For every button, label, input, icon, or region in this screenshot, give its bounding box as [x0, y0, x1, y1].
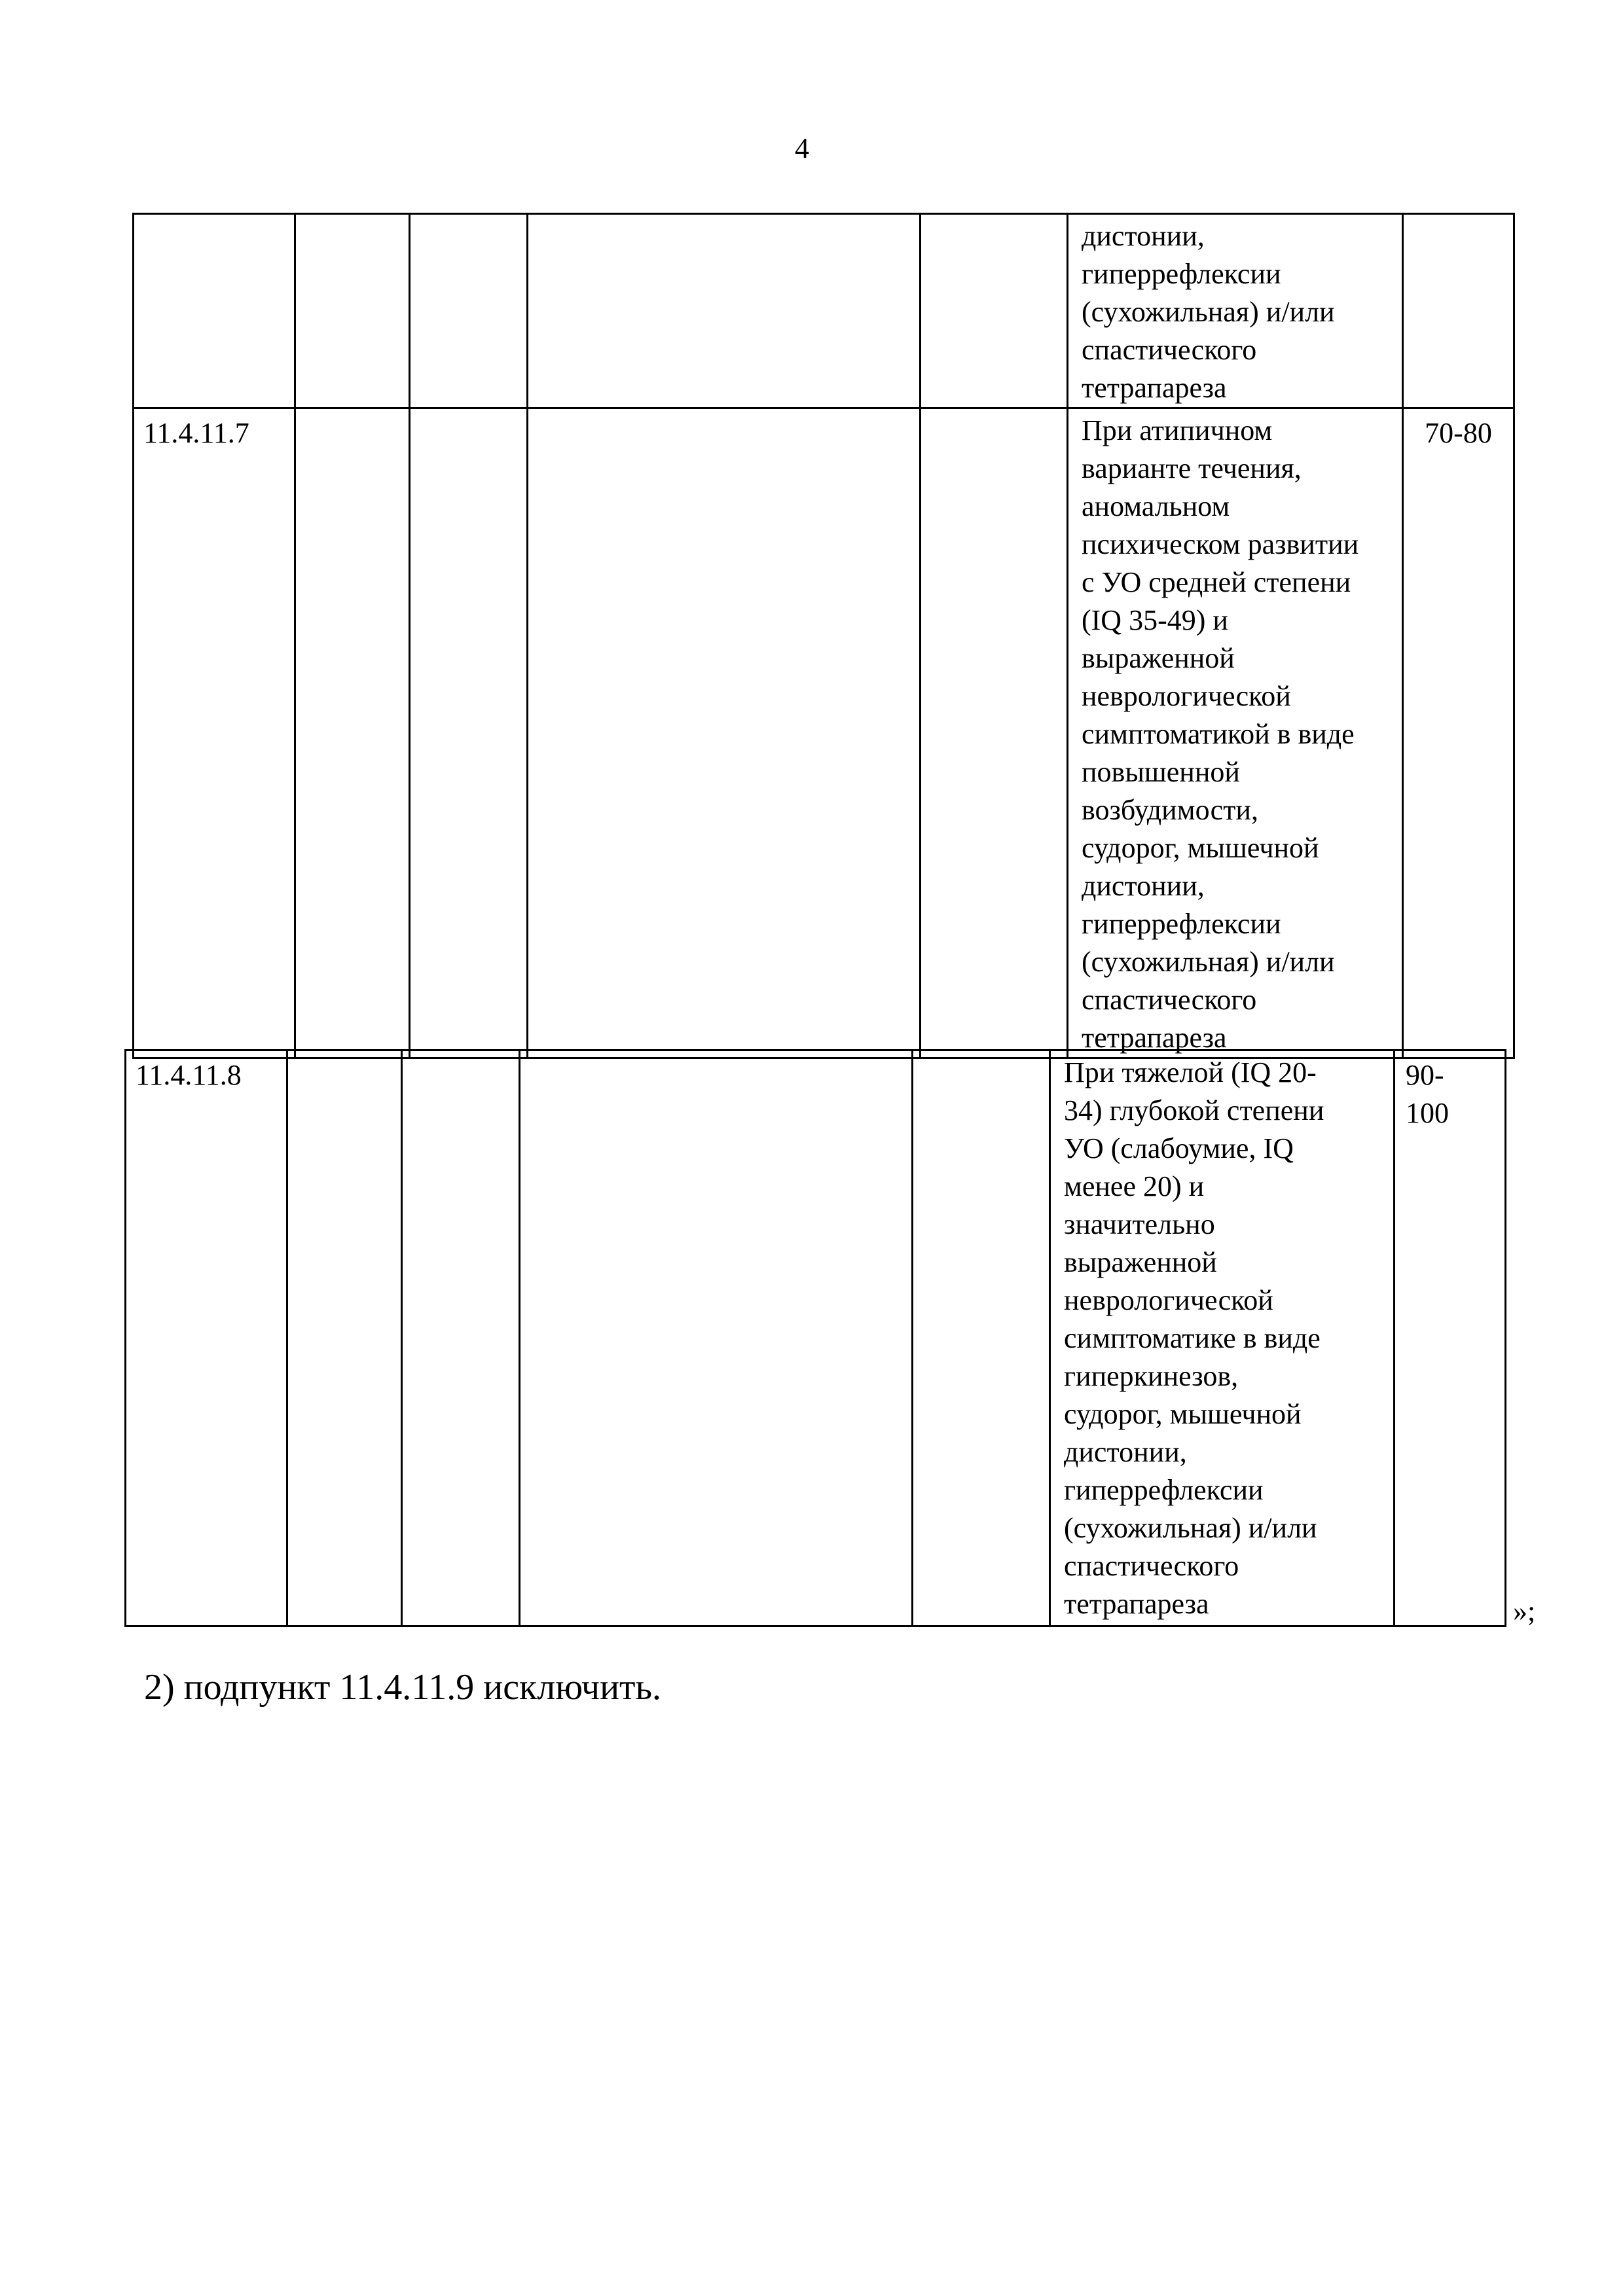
- empty-cell: [295, 214, 410, 408]
- empty-cell: [402, 1050, 520, 1626]
- page-number: 4: [795, 132, 809, 164]
- description-cell: дистонии, гиперрефлексии (сухожильная) и/или спастического тетрапареза: [1068, 214, 1403, 408]
- score-cell: 90- 100: [1395, 1050, 1506, 1626]
- instruction-text: 2) подпункт 11.4.11.9 исключить.: [144, 1667, 662, 1708]
- description-cell: При тяжелой (IQ 20- 34) глубокой степени УО (слабоумие, IQ менее 20) и значительно выраженной неврологической симптоматике в виде гиперкинезов, судорог, мышечной дистонии, гиперрефлексии (сухожильная) и/или спастического тетрапареза: [1050, 1050, 1395, 1626]
- score-cell: [1403, 214, 1514, 408]
- closing-quote: »;: [1513, 1595, 1536, 1627]
- empty-cell: [921, 214, 1068, 408]
- empty-cell: [921, 408, 1068, 1058]
- criteria-table-last-row: [124, 1049, 1506, 1627]
- empty-cell: [295, 408, 410, 1058]
- empty-cell: [410, 408, 528, 1058]
- empty-cell: [913, 1050, 1050, 1626]
- empty-cell: [287, 1050, 402, 1626]
- table-row: [134, 214, 1514, 408]
- code-cell: [134, 214, 295, 408]
- code-cell: 11.4.11.7: [134, 408, 295, 1058]
- criteria-table-continuation: [132, 213, 1515, 1059]
- empty-cell: [520, 1050, 913, 1626]
- code-cell: 11.4.11.8: [126, 1050, 287, 1626]
- empty-cell: [528, 408, 921, 1058]
- empty-cell: [528, 214, 921, 408]
- description-cell: При атипичном варианте течения, аномальном психическом развитии с УО средней степени (IQ 35-49) и выраженной неврологической симптоматикой в виде повышенной возбудимости, судорог, мышечной дистонии, гиперрефлексии (сухожильная) и/или спастического тетрапареза: [1068, 408, 1403, 1058]
- table-row: [126, 1050, 1506, 1626]
- table-row: [134, 408, 1514, 1058]
- empty-cell: [410, 214, 528, 408]
- score-cell: 70-80: [1403, 408, 1514, 1058]
